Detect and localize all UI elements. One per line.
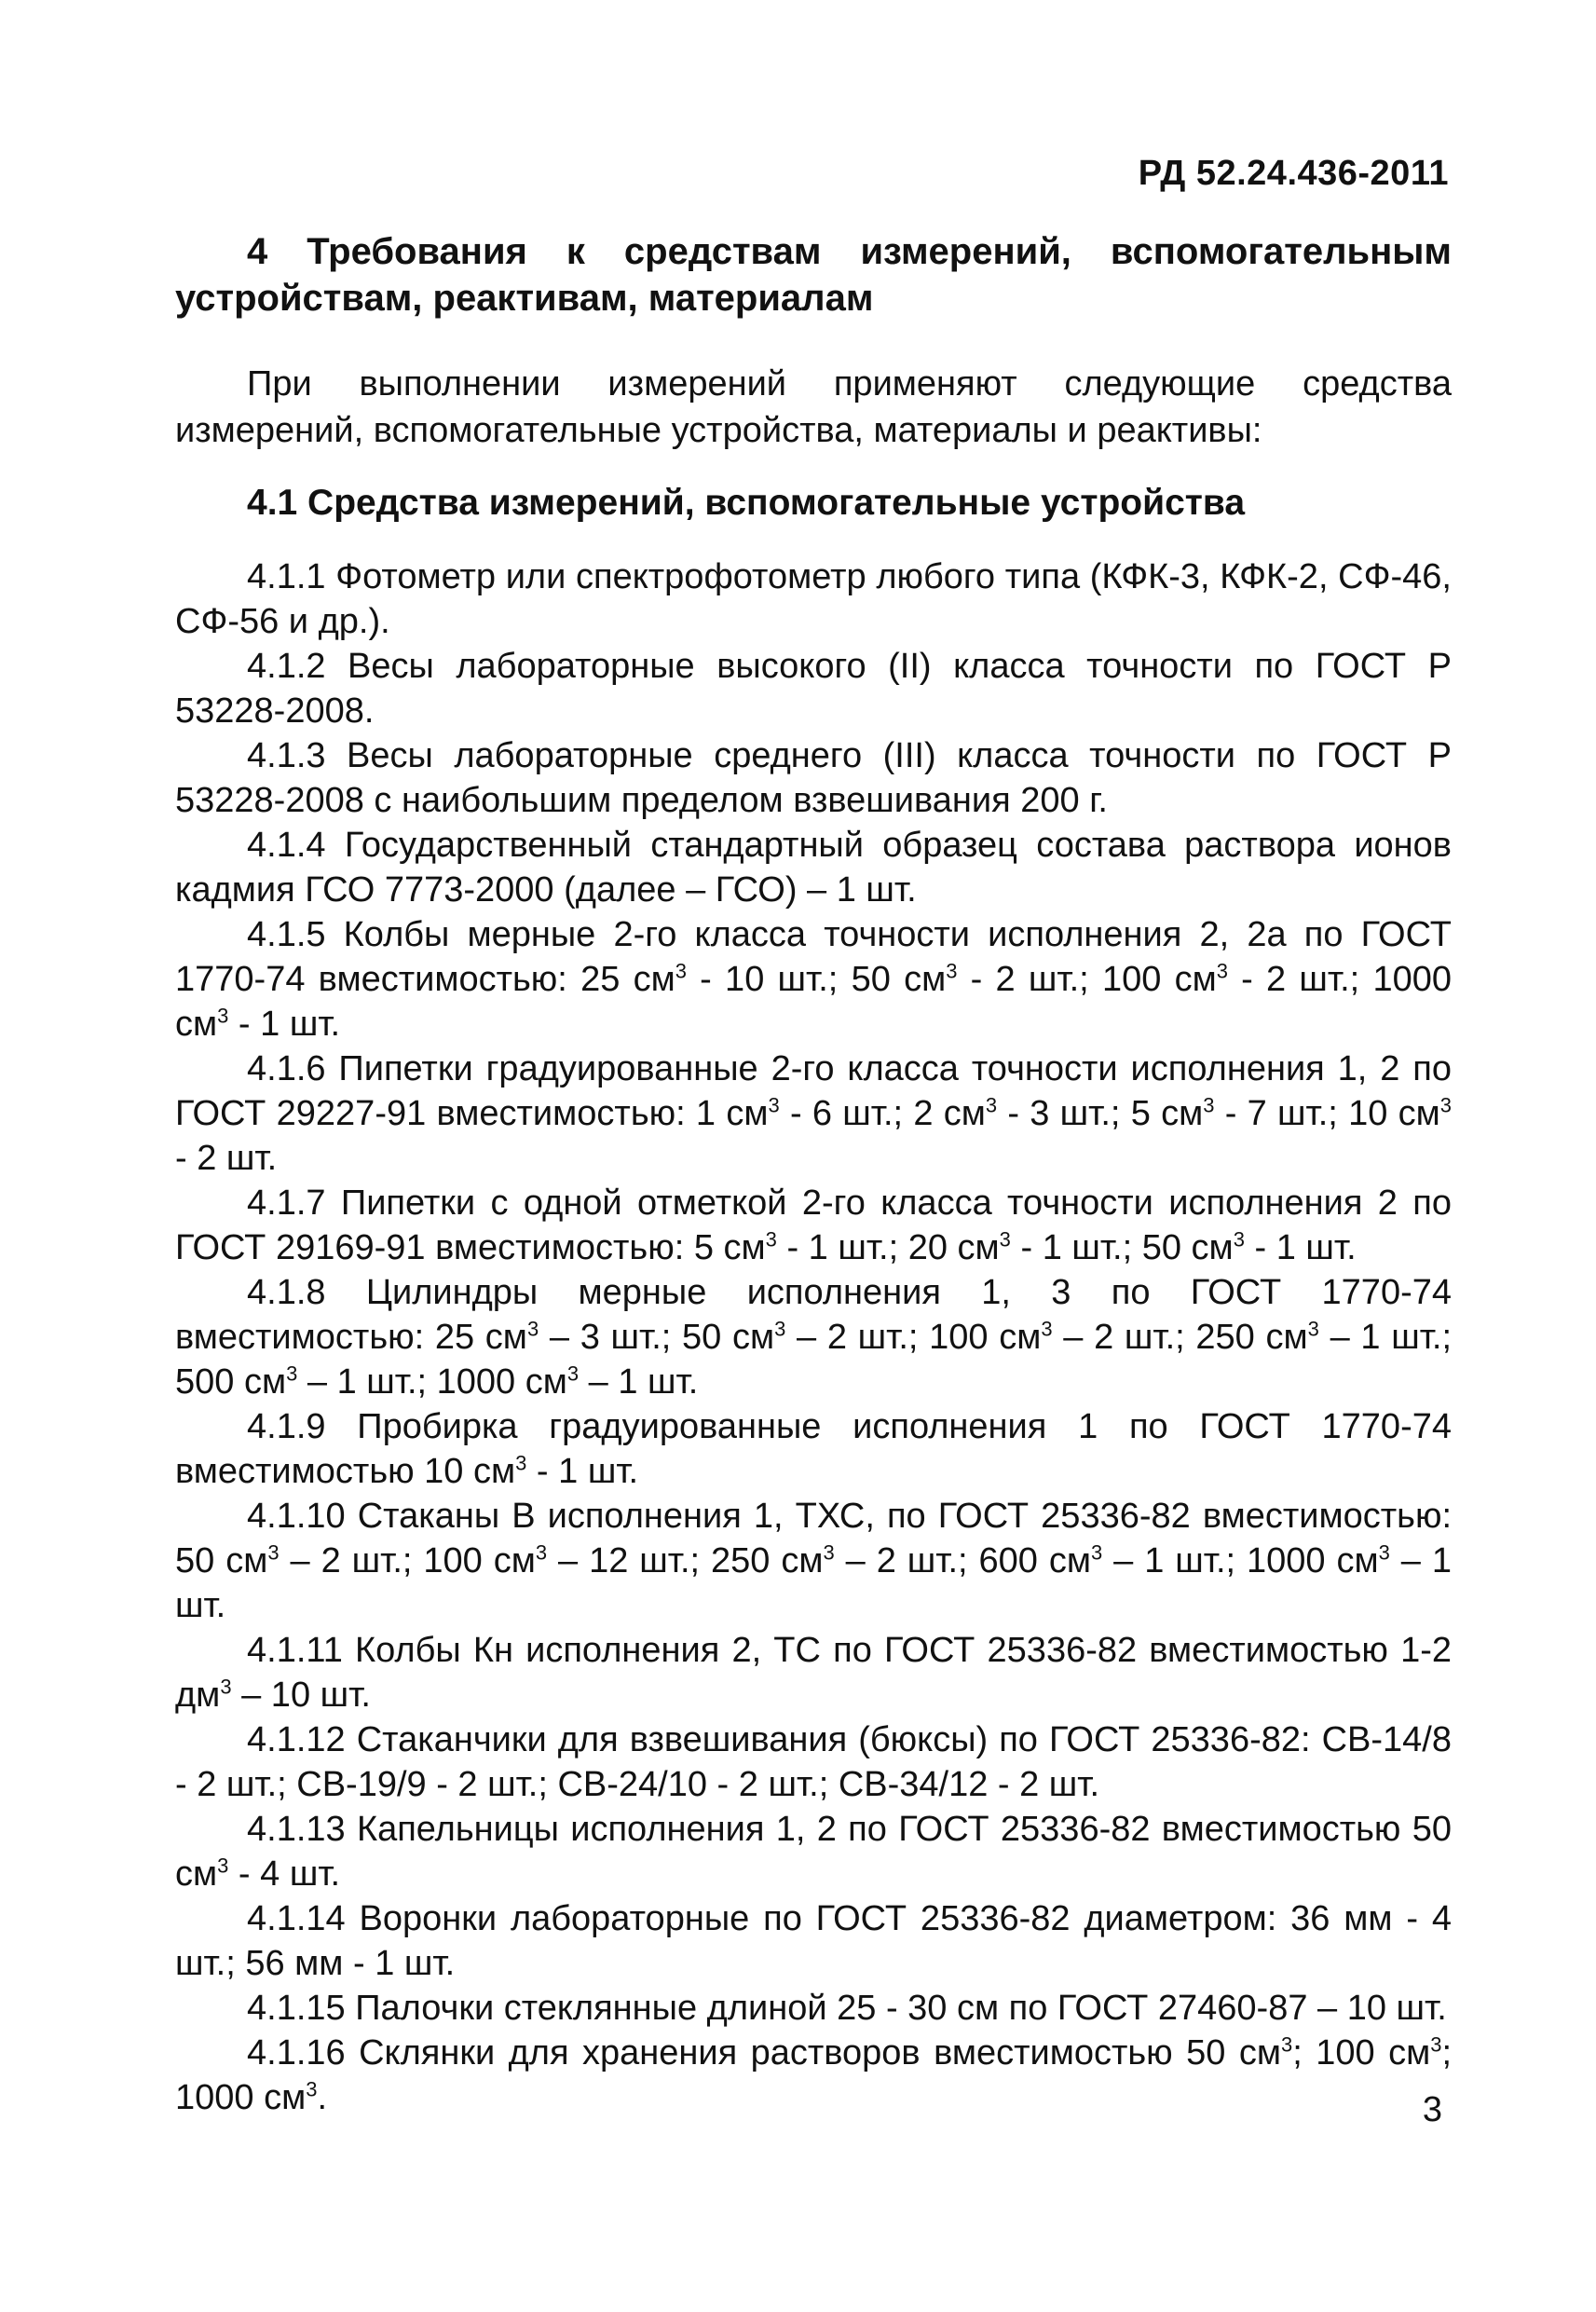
list-item: 4.1.7 Пипетки с одной отметкой 2-го класса точности исполнения 2 по ГОСТ 29169-91 вместимостью: 5 $см^3 - 1$ шт.; 20 $см^3 - 1$ шт.; 50 $см^3 - 1$ шт. [175, 1183, 1452, 1267]
list-item: 4.1.3 Весы лабораторные среднего (III) класса точности по ГОСТ Р 53228-2008 с наибольшим пределом взвешивания 200 г. [175, 736, 1452, 820]
list-item: 4.1.6 Пипетки градуированные 2-го класса точности исполнения 1, 2 по ГОСТ 29227-91 вместимостью: 1 $см^3 - 6$ шт.; 2 $см^3 - 3$ шт.; 5 $см^3 - 7$ шт.; 10 $см^3 - 2$ шт. [175, 1049, 1452, 1178]
list-item: 4.1.2 Весы лабораторные высокого (II) класса точности по ГОСТ Р 53228-2008. [175, 647, 1452, 731]
list-item: 4.1.14 Воронки лабораторные по ГОСТ 25336-82 диаметром: 36 мм - 4 шт.; 56 мм - 1 шт. [175, 1899, 1452, 1983]
list-item: 4.1.8 Цилиндры мерные исполнения 1, 3 по ГОСТ 1770-74 вместимостью: 25 $см^3 - 3$ шт.; 50 $см^3 - 2$ шт.; 100 $см^3 - 2$ шт.; 250 $см^3 - 1$ шт.; 500 $см^3 - 1$ шт.; 1000 $см^3 - 1$ шт. [175, 1273, 1453, 1402]
subsection-title: 4.1 Средства измерений, вспомогательные устройства [247, 483, 1246, 523]
list-item: 4.1.11 Колбы Кн исполнения 2, ТС по ГОСТ 25336-82 вместимостью 1-2 $дм^3 - 10$ шт. [175, 1631, 1452, 1715]
list-item: 4.1.9 Пробирка градуированные исполнения 1 по ГОСТ 1770-74 вместимостью 10 $см^3 - 1$ шт. [175, 1407, 1452, 1491]
section-intro: При выполнении измерений применяют следующие средства измерений, вспомогательные устройства, материалы и реактивы: [175, 364, 1452, 450]
list-item: 4.1.13 Капельницы исполнения 1, 2 по ГОСТ 25336-82 вместимостью 50 $см^3 - 4$ шт. [175, 1810, 1452, 1894]
list-item: 4.1.15 Палочки стеклянные длиной 25 - 30 см по ГОСТ 27460-87 – 10 шт. [247, 1989, 1447, 2028]
section-title: 4 Требования к средствам измерений, вспомогательным устройствам, реактивам, материалам [175, 231, 1452, 319]
list-item: 4.1.1 Фотометр или спектрофотометр любого типа (КФК-3, КФК-2, СФ-46, СФ-56 и др.). [175, 557, 1452, 641]
list-item: 4.1.16 Склянки для хранения растворов вместимостью 50 $см^3$; 100 $см^3$; 1000 $см^3$. [175, 2032, 1453, 2117]
page-number: 3 [1422, 2090, 1442, 2129]
requirements-list [175, 554, 1452, 2120]
list-item: 4.1.5 Колбы мерные 2-го класса точности исполнения 2, 2а по ГОСТ 1770-74 вместимостью: 25 $см^3 - 10$ шт.; 50 $см^3 - 2$ шт.; 100 $см^3 - 2$ шт.; 1000 $см^3 - 1$ шт. [175, 915, 1452, 1044]
page-content [175, 228, 1452, 2120]
list-item: 4.1.12 Стаканчики для взвешивания (бюксы) по ГОСТ 25336-82: СВ-14/8 - 2 шт.; СВ-19/9 - 2 шт.; СВ-24/10 - 2 шт.; СВ-34/12 - 2 шт. [175, 1720, 1452, 1804]
list-item: 4.1.10 Стаканы В исполнения 1, ТХС, по ГОСТ 25336-82 вместимостью: 50 $см^3 - 2$ шт.; 100 $см^3 - 12$ шт.; 250 $см^3 - 2$ шт.; 600 $см^3 - 1$ шт.; 1000 $см^3 - 1$ шт. [175, 1497, 1452, 1625]
list-item: 4.1.4 Государственный стандартный образец состава раствора ионов кадмия ГСО 7773-2000 (далее – ГСО) – 1 шт. [175, 826, 1452, 910]
document-code: РД 52.24.436-2011 [1138, 154, 1449, 193]
